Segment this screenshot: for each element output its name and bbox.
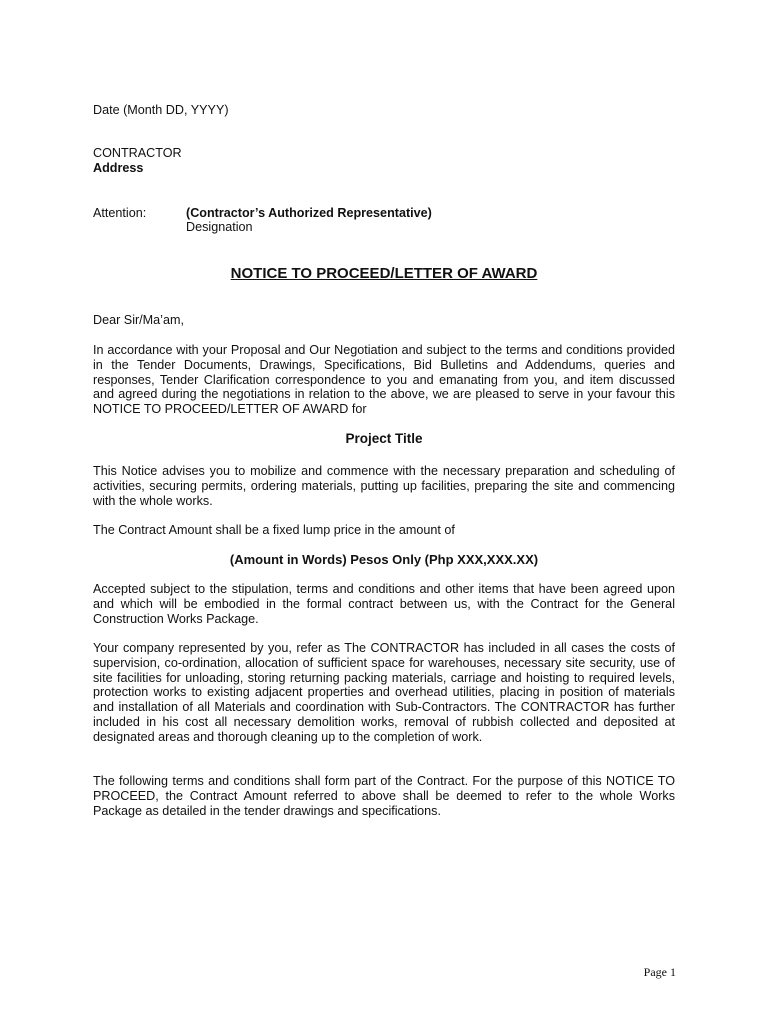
salutation: Dear Sir/Ma’am, xyxy=(93,313,184,327)
recipient-name: CONTRACTOR xyxy=(93,146,182,160)
page-number: Page 1 xyxy=(643,965,676,979)
project-title: Project Title xyxy=(345,431,423,446)
amount-line: (Amount in Words) Pesos Only (Php XXX,XXX.XX) xyxy=(229,552,539,567)
paragraph-company-costs: Your company represented by you, refer as The CONTRACTOR has included in all cases the costs of supervision, co-ordination, allocation of sufficient space for warehouses, necessary site security, use of site facilities for unloading, storing returning packing materials, carriage and hoisting to required levels, protection works to existing adjacent properties and overhead utilities, placing in position of materials and installation of all Materials and coordination with Sub-Contractors. The CONTRACTOR has further included in his cost all necessary demolition works, removal of rubbish collected and deposited at designated areas and thorough cleaning up to the completion of work. xyxy=(93,641,675,744)
attention-representative: (Contractor’s Authorized Representative) xyxy=(186,206,432,220)
paragraph-mobilize: This Notice advises you to mobilize and commence with the necessary preparation and scheduling of activities, securing permits, ordering materials, putting up facilities, preparing the site and commencing with the whole works. xyxy=(93,464,675,508)
paragraph-accepted: Accepted subject to the stipulation, terms and conditions and other items that have been agreed upon and which will be embodied in the formal contract between us, with the Contract for the General Construction Works Package. xyxy=(93,582,675,626)
letter-date: Date (Month DD, YYYY) xyxy=(93,103,229,117)
paragraph-contract-amount: The Contract Amount shall be a fixed lump price in the amount of xyxy=(93,523,455,537)
paragraph-terms: The following terms and conditions shall form part of the Contract. For the purpose of this NOTICE TO PROCEED, the Contract Amount referred to above shall be deemed to refer to the whole Works Package as detailed in the tender drawings and specifications. xyxy=(93,774,675,818)
paragraph-proposal: In accordance with your Proposal and Our Negotiation and subject to the terms and conditions provided in the Tender Documents, Drawings, Specifications, Bid Bulletins and Addendums, queries and responses, Tender Clarification correspondence to you and emanating from you, and item discussed and agreed during the negotiations in relation to the above, we are pleased to serve in your favour this NOTICE TO PROCEED/LETTER OF AWARD for xyxy=(93,343,675,417)
letter-title: NOTICE TO PROCEED/LETTER OF AWARD xyxy=(230,265,538,282)
attention-label: Attention: xyxy=(93,206,147,220)
recipient-address: Address xyxy=(93,161,144,175)
attention-designation: Designation xyxy=(186,220,253,234)
